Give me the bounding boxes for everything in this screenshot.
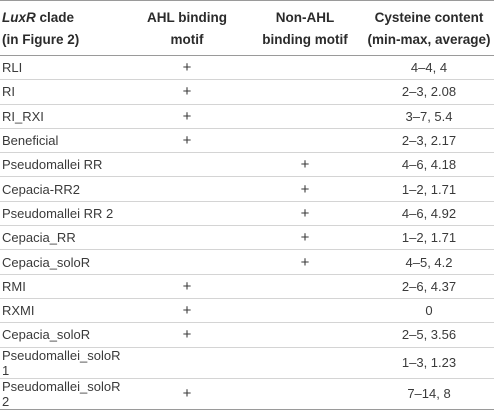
non-ahl-motif-cell — [246, 298, 364, 322]
cysteine-content-cell: 4–5, 4.2 — [364, 250, 494, 274]
header-row — [0, 1, 494, 56]
header-clade — [0, 1, 128, 56]
ahl-motif-cell — [128, 177, 246, 201]
ahl-motif-cell — [128, 347, 246, 378]
non-ahl-motif-cell — [246, 274, 364, 298]
table-row — [0, 153, 494, 177]
cysteine-content-cell: 4–6, 4.92 — [364, 201, 494, 225]
ahl-motif-cell — [128, 226, 246, 250]
header-ahl — [128, 1, 246, 56]
header-cysteine-line2: (min-max, average) — [367, 32, 491, 47]
header-clade-italic: LuxR — [2, 10, 36, 25]
non-ahl-motif-cell — [246, 56, 364, 80]
clade-cell: RI — [0, 80, 128, 104]
ahl-motif-cell: + — [128, 378, 246, 409]
table-row — [0, 80, 494, 104]
table-row — [0, 104, 494, 128]
header-clade-rest: clade — [35, 10, 75, 25]
table-row — [0, 323, 494, 347]
cysteine-content-cell: 2–5, 3.56 — [364, 323, 494, 347]
table-row — [0, 201, 494, 225]
ahl-motif-cell — [128, 201, 246, 225]
header-clade-line2: (in Figure 2) — [2, 32, 80, 47]
clade-cell: Pseudomallei_soloR 2 — [0, 378, 128, 409]
cysteine-content-cell: 7–14, 8 — [364, 378, 494, 409]
clade-cell: Cepacia_RR — [0, 226, 128, 250]
cysteine-content-cell: 1–2, 1.71 — [364, 177, 494, 201]
clade-cell: Cepacia_soloR — [0, 250, 128, 274]
clade-cell: RI_RXI — [0, 104, 128, 128]
ahl-motif-cell: + — [128, 274, 246, 298]
non-ahl-motif-cell: + — [246, 226, 364, 250]
table-row — [0, 128, 494, 152]
clade-cell: Pseudomallei RR — [0, 153, 128, 177]
table-row — [0, 250, 494, 274]
header-ahl-line1: AHL binding — [147, 10, 227, 25]
non-ahl-motif-cell — [246, 80, 364, 104]
clade-cell: Pseudomallei RR 2 — [0, 201, 128, 225]
ahl-motif-cell — [128, 250, 246, 274]
table-body — [0, 56, 494, 410]
ahl-motif-cell: + — [128, 298, 246, 322]
header-non-ahl — [246, 1, 364, 56]
ahl-motif-cell: + — [128, 128, 246, 152]
clade-cell: Pseudomallei_soloR 1 — [0, 347, 128, 378]
header-cysteine-line1: Cysteine content — [374, 10, 484, 25]
cysteine-content-cell: 2–6, 4.37 — [364, 274, 494, 298]
table-row — [0, 177, 494, 201]
ahl-motif-cell — [128, 153, 246, 177]
non-ahl-motif-cell: + — [246, 153, 364, 177]
non-ahl-motif-cell: + — [246, 177, 364, 201]
non-ahl-motif-cell: + — [246, 250, 364, 274]
non-ahl-motif-cell — [246, 323, 364, 347]
table-header — [0, 1, 494, 56]
cysteine-content-cell: 3–7, 5.4 — [364, 104, 494, 128]
non-ahl-motif-cell — [246, 378, 364, 409]
cysteine-content-cell: 0 — [364, 298, 494, 322]
header-ahl-line2: motif — [170, 32, 204, 47]
header-non-ahl-line1: Non-AHL — [275, 10, 335, 25]
clade-cell: RMI — [0, 274, 128, 298]
cysteine-content-cell: 4–6, 4.18 — [364, 153, 494, 177]
non-ahl-motif-cell — [246, 104, 364, 128]
cysteine-content-cell: 1–3, 1.23 — [364, 347, 494, 378]
header-non-ahl-line2: binding motif — [262, 32, 348, 47]
cysteine-content-cell: 2–3, 2.08 — [364, 80, 494, 104]
cysteine-content-cell: 1–2, 1.71 — [364, 226, 494, 250]
clade-cell: Cepacia-RR2 — [0, 177, 128, 201]
table-row — [0, 56, 494, 80]
non-ahl-motif-cell — [246, 128, 364, 152]
ahl-motif-cell: + — [128, 80, 246, 104]
non-ahl-motif-cell — [246, 347, 364, 378]
non-ahl-motif-cell: + — [246, 201, 364, 225]
cysteine-content-cell: 2–3, 2.17 — [364, 128, 494, 152]
ahl-motif-cell: + — [128, 323, 246, 347]
header-cysteine — [364, 1, 494, 56]
table-row — [0, 274, 494, 298]
table-row — [0, 347, 494, 378]
cysteine-content-cell: 4–4, 4 — [364, 56, 494, 80]
clade-cell: RLI — [0, 56, 128, 80]
clade-cell: Beneficial — [0, 128, 128, 152]
ahl-motif-cell: + — [128, 104, 246, 128]
clade-cell: RXMI — [0, 298, 128, 322]
table-row — [0, 226, 494, 250]
table-row — [0, 298, 494, 322]
table-row — [0, 378, 494, 409]
ahl-motif-cell: + — [128, 56, 246, 80]
clade-cell: Cepacia_soloR — [0, 323, 128, 347]
